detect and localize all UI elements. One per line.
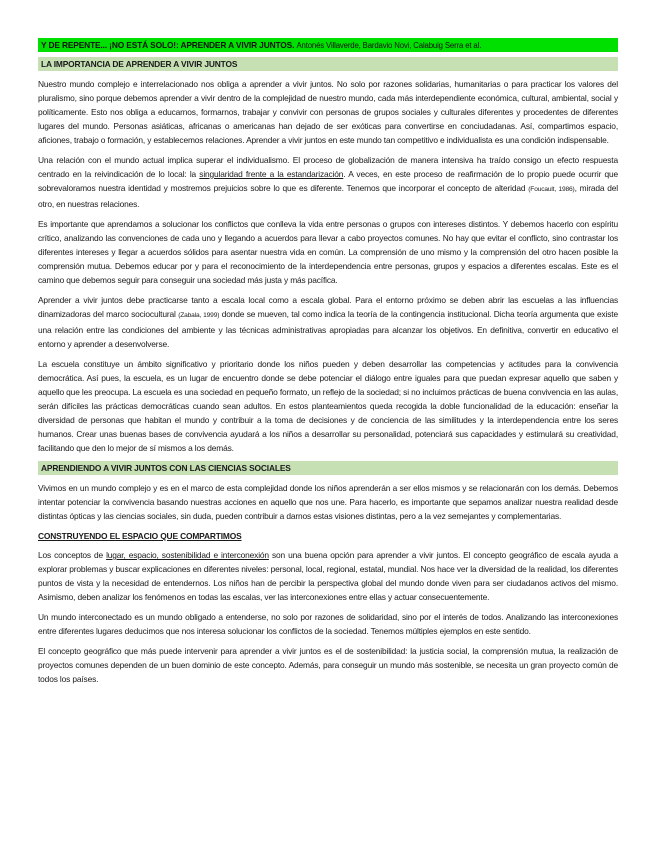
paragraph-text: . A veces, en este proceso de reafirmación de lo propio puede ocurrir que sobrevaloramos nuestra identidad y mostremos prejuicios sobre lo que es diferente. Tenemos que incorporar el concepto de alteridad: [38, 169, 618, 193]
paragraph-text: Una relación con el mundo actual implica superar el individualismo. El proceso de globalización de manera intensiva ha traído consigo un efecto respuesta centrado en la reivindicación de lo local: la: [38, 155, 618, 179]
citation: (Zabala, 1999): [178, 312, 220, 319]
document-title: Y DE REPENTE... ¡NO ESTÁ SOLO!: APRENDER A VIVIR JUNTOS.: [41, 40, 295, 50]
paragraph: Vivimos en un mundo complejo y es en el marco de esta complejidad donde los niños aprenderán a ser ellos mismos y se relacionarán con los demás. Debemos intentar potenciar la convivencia basando nuestras acciones en aquello que nos une. Para hacerlo, es importante que sepamos analizar nuestra realidad desde distintas ópticas y las ciencias sociales, sin duda, pueden contribuir a darnos estas visiones distintas, pero a la vez semejantes y complementarias.: [38, 483, 618, 521]
paragraph: Nuestro mundo complejo e interrelacionado nos obliga a aprender a vivir juntos. No solo por razones solidarias, humanitarias o para practicar los valores del pluralismo, sino porque debemos aprender a vivir dentro de la complejidad de nuestro mundo, cada más interdependiente económica, cultural, ambiental, social y políticamente. Esto nos obliga a educarnos, formarnos, trabajar y convivir con personas de grupos sociales y culturales diferentes y procedentes de diferentes lugares del mundo. Personas asiáticas, africanas o americanas han dejado de ser exóticas para convertirse en conciudadanas. Así, compartimos espacio, aficiones, trabajo o formación, y establecemos relaciones. Aprender a vivir juntos en este mundo tan competitivo e individualista es una condición indispensable.: [38, 79, 618, 145]
paragraph: [38, 153, 618, 211]
paragraph-text: Los conceptos de: [38, 550, 107, 560]
subsection-heading: CONSTRUYENDO EL ESPACIO QUE COMPARTIMOS: [38, 531, 242, 541]
document-title-bar: [38, 38, 618, 52]
paragraph-text: , mirada del otro, en nuestras relaciones.: [38, 183, 618, 209]
paragraph: El concepto geográfico que más puede intervenir para aprender a vivir juntos es el de sostenibilidad: la justicia social, la comprensión mutua, la realización de proyectos comunes dependen de un buen dominio de este concepto. Además, para conseguir un mundo más sostenible, se necesita un gran proyecto común de todos los países.: [38, 646, 618, 684]
document-page: [38, 38, 618, 692]
paragraph-text: Aprender a vivir juntos debe practicarse tanto a escala local como a escala global. Para el entorno próximo se deben abrir las escuelas a las influencias dinamizadoras del marco sociocultural: [38, 295, 618, 319]
citation: (Foucault, 1986): [528, 186, 575, 193]
document-authors: Antonés Villaverde, Bardavio Novi, Calabuig Serra et al.: [296, 41, 482, 50]
paragraph-text: son una buena opción para aprender a vivir juntos. El concepto geográfico de escala ayuda a explorar problemas y buscar explicaciones en diferentes niveles: personal, local, regional, estatal, mundial. Nos hace ver la diversidad de la realidad, los diferentes puntos de vista y la necesidad de entendernos. Los niños han de percibir la perspectiva global del mundo donde viven para ser ciudadanos activos del mismo. Asimismo, deben analizar los fenómenos en todas las escalas, ver las interconexiones entre ellas y actuar consecuentemente.: [38, 550, 618, 602]
paragraph: Un mundo interconectado es un mundo obligado a entenderse, no solo por razones de solidaridad, sino por el interés de todos. Analizando las interconexiones entre diferentes lugares deducimos que nos interesa solucionar los conflictos de la sociedad. Tenemos múltiples ejemplos en este sentido.: [38, 612, 618, 636]
underlined-phrase: lugar, espacio, sostenibilidad e interconexión: [106, 550, 269, 560]
paragraph: [38, 548, 618, 604]
underlined-phrase: singularidad frente a la estandarización: [199, 169, 344, 179]
section-heading-social-sciences: APRENDIENDO A VIVIR JUNTOS CON LAS CIENCIAS SOCIALES: [38, 461, 618, 475]
paragraph: La escuela constituye un ámbito significativo y prioritario donde los niños pueden y deben desarrollar las competencias y actitudes para la convivencia democrática. Así pues, la escuela, es un lugar de encuentro donde se debe potenciar el diálogo entre iguales para que puedan expresar aquello que saben y aquello que les preocupa. La escuela es una sociedad en pequeño formato, un reflejo de la sociedad; si no incluimos prácticas de buena convivencia en las aulas, serán difíciles las prácticas democráticas cuando sean adultos. En estos planteamientos queda recogida la doble funcionalidad de la educación: enseñar la diversidad de personas que habitan el mundo y contribuir a la toma de decisiones y de conciencia de las similitudes y la interdependencia entre los seres humanos. Crear unas buenas bases de convivencia ayudará a los niños a desarrollar su personalidad, potenciará sus capacidades y estimulará su creatividad, facilitando que den lo mejor de sí mismos a los demás.: [38, 359, 618, 453]
paragraph-text: donde se mueven, tal como indica la teoría de la contingencia institucional. Dicha teoría argumenta que existe una relación entre las condiciones del ambiente y las técnicas administrativas apropiadas para alcanzar los objetivos. En definitiva, convertir en educativo el entorno y aprender a desenvolverse.: [38, 309, 618, 349]
section-heading-importance: LA IMPORTANCIA DE APRENDER A VIVIR JUNTOS: [38, 57, 618, 71]
paragraph: [38, 293, 618, 351]
paragraph: Es importante que aprendamos a solucionar los conflictos que conlleva la vida entre personas o grupos con intereses distintos. Y debemos hacerlo con espíritu crítico, analizando las convenciones de cada uno y llegando a acuerdos para llevar a cabo proyectos comunes. No hay que evitar el conflicto, sino contrastar los diferentes intereses y llegar a acuerdos sólidos para asentar nuestra vida en común. La comprensión de uno mismo y la comprensión del otro hacen posible la comprensión mutua. Debemos educar por y para el reconocimiento de la interdependencia entre personas, grupos y espacios a diferentes escalas. Este es el camino que debemos seguir para conseguir una sociedad más justa y más pacífica.: [38, 219, 618, 285]
